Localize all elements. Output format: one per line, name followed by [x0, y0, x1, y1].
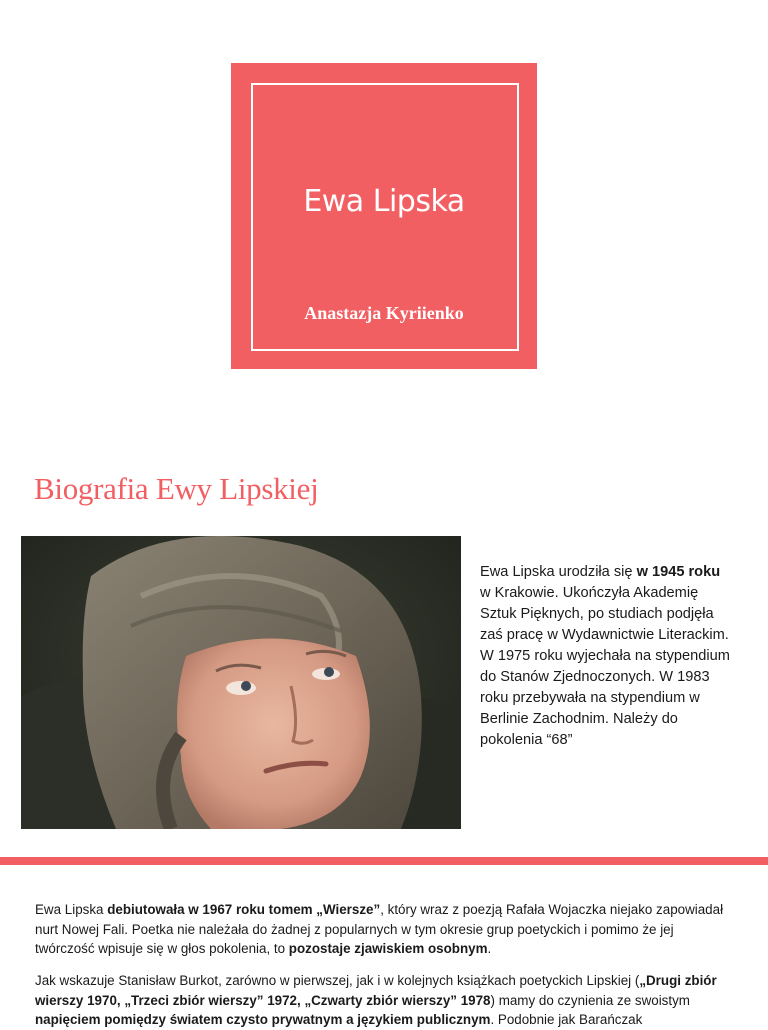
paragraph-bold: debiutowała w 1967 roku tomem „Wiersze” [107, 902, 381, 917]
paragraph-text: Jak wskazuje Stanisław Burkot, zarówno w pierwszej, jak i w kolejnych książkach poetyckich Lipskiej ( [35, 973, 640, 988]
paragraph-text: , który wraz z poezją Rafała Wojaczka niejako zapowiadał nurt Nowej Fali. Poetka nie należała do żadnej z popularnych w tym okresie grup poetyckich i pomimo że jej twórczość wpisuje się w głos pokolenia, to [35, 902, 724, 956]
paragraph-debut [35, 900, 735, 959]
portrait-photo-image [21, 536, 461, 829]
paragraph-burkot [35, 971, 735, 1030]
paragraph-text: Ewa Lipska [35, 902, 108, 917]
paragraph-bold: napięciem pomiędzy światem czysto prywatnym a językiem publicznym [35, 1012, 491, 1027]
portrait-photo [21, 536, 461, 829]
bio-text-part: w Krakowie. Ukończyła Akademię Sztuk Pięknych, po studiach podjęła zaś pracę w Wydawnictwie Literackim. W 1975 roku wyjechała na stypendium do Stanów Zjednoczonych. W 1983 roku przebywała na stypendium w Berlinie Zachodnim. Należy do pokolenia “68” [480, 585, 730, 748]
bio-birth-year: w 1945 roku [636, 564, 721, 580]
section-title: Biografia Ewy Lipskiej [34, 471, 319, 506]
paragraph-bold: pozostaje zjawiskiem osobnym [288, 941, 488, 956]
cover-title: Ewa Lipska [303, 184, 465, 219]
paragraph-text: . Podobnie jak Barańczak [490, 1012, 643, 1027]
cover-block [231, 63, 537, 369]
paragraph-text: ) mamy do czynienia ze swoistym [490, 992, 690, 1008]
bio-text-part: Ewa Lipska urodziła się [480, 564, 637, 580]
paragraph-text: . [487, 941, 492, 956]
paragraph-bold: „Drugi zbiór wierszy 1970, „Trzeci zbiór wierszy” 1972, „Czwarty zbiór wierszy” 1978 [35, 973, 717, 1008]
section-divider [0, 857, 768, 865]
bio-text [480, 562, 730, 751]
cover-author: Anastazja Kyriienko [304, 303, 464, 323]
